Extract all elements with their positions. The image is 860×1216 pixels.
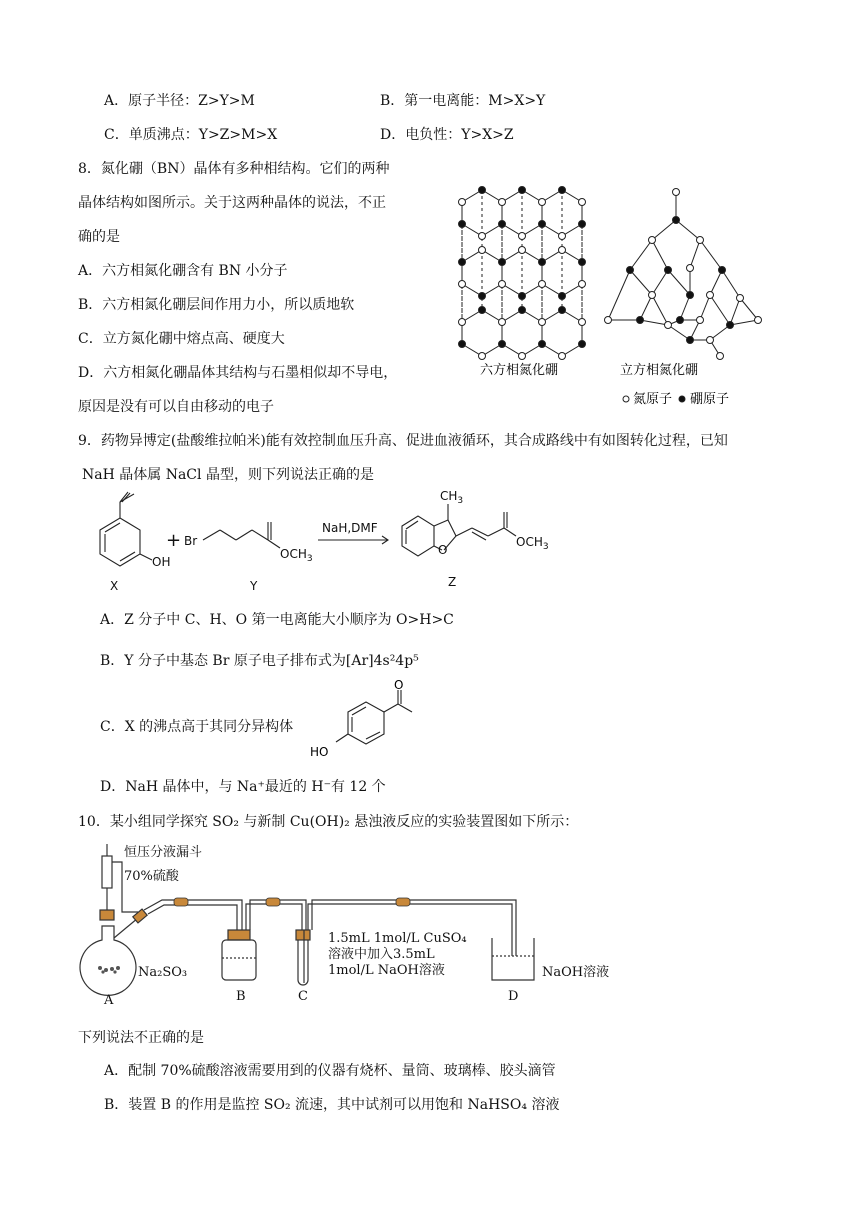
y-label: Y: [250, 579, 258, 593]
z-label: Z: [448, 575, 457, 589]
cubic-bn-structure: [608, 192, 758, 356]
q9-stem-line2: NaH 晶体属 NaCl 晶型，则下列说法正确的是: [82, 467, 374, 483]
z-och3-label: $OCH_3$: [516, 535, 549, 552]
q7-option-b: B．第一电离能：M>X>Y: [380, 93, 546, 109]
q9-option-b-text: B．Y 分子中基态 Br 原子电子排布式为: [100, 653, 346, 669]
apparatus-a-label: A: [104, 993, 114, 1008]
legend-boron: 硼原子: [690, 391, 730, 406]
z-ch3-label: $CH_3$: [440, 489, 464, 506]
y-br-label: Br: [184, 534, 198, 548]
q7-option-a: A．原子半径：Z>Y>M: [104, 93, 255, 109]
apparatus-b-label: B: [236, 989, 246, 1004]
q10-option-b: B．装置 B 的作用是监控 SO₂ 流速，其中试剂可以用饱和 NaHSO₄ 溶液: [104, 1097, 560, 1113]
x-label: X: [110, 579, 119, 593]
q9-option-a: A．Z 分子中 C、H、O 第一电离能大小顺序为 O>H>C: [100, 612, 454, 628]
nitrogen-legend-icon: [623, 396, 629, 402]
isomer-o-label: O: [394, 678, 404, 692]
q9-stem-line1: 9．药物异博定(盐酸维拉帕米)能有效控制血压升高、促进血液循环，其合成路线中有如图转化过程，已知: [78, 433, 728, 449]
funnel-label: 恒压分液漏斗: [124, 845, 203, 860]
q9-isomer-structure: [308, 678, 428, 772]
legend-nitrogen: 氮原子: [633, 391, 673, 406]
q8-option-c: C．立方氮化硼中熔点高、硬度大: [78, 331, 285, 347]
cubic-bn-label: 立方相氮化硼: [620, 362, 699, 377]
br-electron-config: [Ar]4s²4p⁵: [345, 653, 419, 669]
acid-label: 70%硫酸: [124, 869, 179, 884]
reagent-label: NaH,DMF: [322, 521, 378, 535]
plus-sign: +: [166, 530, 182, 551]
c-reagent-line3: 1mol/L NaOH溶液: [328, 963, 445, 978]
bn-crystal-figure: [440, 180, 780, 412]
q9-option-d: D．NaH 晶体中，与 Na⁺最近的 H⁻有 12 个: [100, 779, 386, 795]
hex-bn-label: 六方相氮化硼: [480, 362, 559, 377]
q10-apparatus-diagram: [76, 838, 636, 1018]
q8-option-b: B．六方相氮化硼层间作用力小，所以质地软: [78, 297, 355, 313]
naoh-label: NaOH溶液: [542, 965, 610, 980]
q10-ask: 下列说法不正确的是: [78, 1030, 204, 1046]
c-reagent-line2: 溶液中加入3.5mL: [328, 947, 435, 962]
q9-option-b: [100, 651, 419, 671]
q7-option-d: D．电负性：Y>X>Z: [380, 127, 514, 143]
q8-option-a: A．六方相氮化硼含有 BN 小分子: [78, 263, 288, 279]
q9-reaction-scheme: [70, 490, 590, 600]
na2so3-label: Na₂SO₃: [138, 965, 188, 980]
x-oh-label: OH: [152, 555, 171, 569]
q8-stem-line3: 确的是: [78, 229, 120, 245]
boron-legend-icon: [679, 396, 685, 402]
q9-option-c: C．X 的沸点高于其同分异构体: [100, 719, 294, 735]
q7-option-c: C．单质沸点：Y>Z>M>X: [104, 127, 278, 143]
y-och3-label: $OCH_3$: [280, 547, 313, 564]
q8-stem-line1: 8．氮化硼（BN）晶体有多种相结构。它们的两种: [78, 161, 390, 177]
isomer-ho-label: HO: [310, 745, 329, 759]
q8-option-d-line1: D．六方相氮化硼晶体其结构与石墨相似却不导电，: [78, 365, 398, 381]
q8-stem-line2: 晶体结构如图所示。关于这两种晶体的说法，不正: [78, 195, 386, 211]
c-reagent-line1: 1.5mL 1mol/L CuSO₄: [328, 931, 467, 946]
q10-stem: 10．某小组同学探究 SO₂ 与新制 Cu(OH)₂ 悬浊液反应的实验装置图如下所示：: [78, 814, 579, 830]
hexagonal-bn-structure: [462, 190, 582, 356]
apparatus-c-label: C: [298, 989, 308, 1004]
apparatus-d-label: D: [508, 989, 519, 1004]
q10-option-a: A．配制 70%硫酸溶液需要用到的仪器有烧杯、量筒、玻璃棒、胶头滴管: [104, 1063, 556, 1079]
z-ring-oxygen: O: [438, 543, 448, 557]
hexagonal-bn-atoms: [459, 187, 586, 360]
q8-option-d-line2: 原因是没有可以自由移动的电子: [78, 399, 274, 415]
